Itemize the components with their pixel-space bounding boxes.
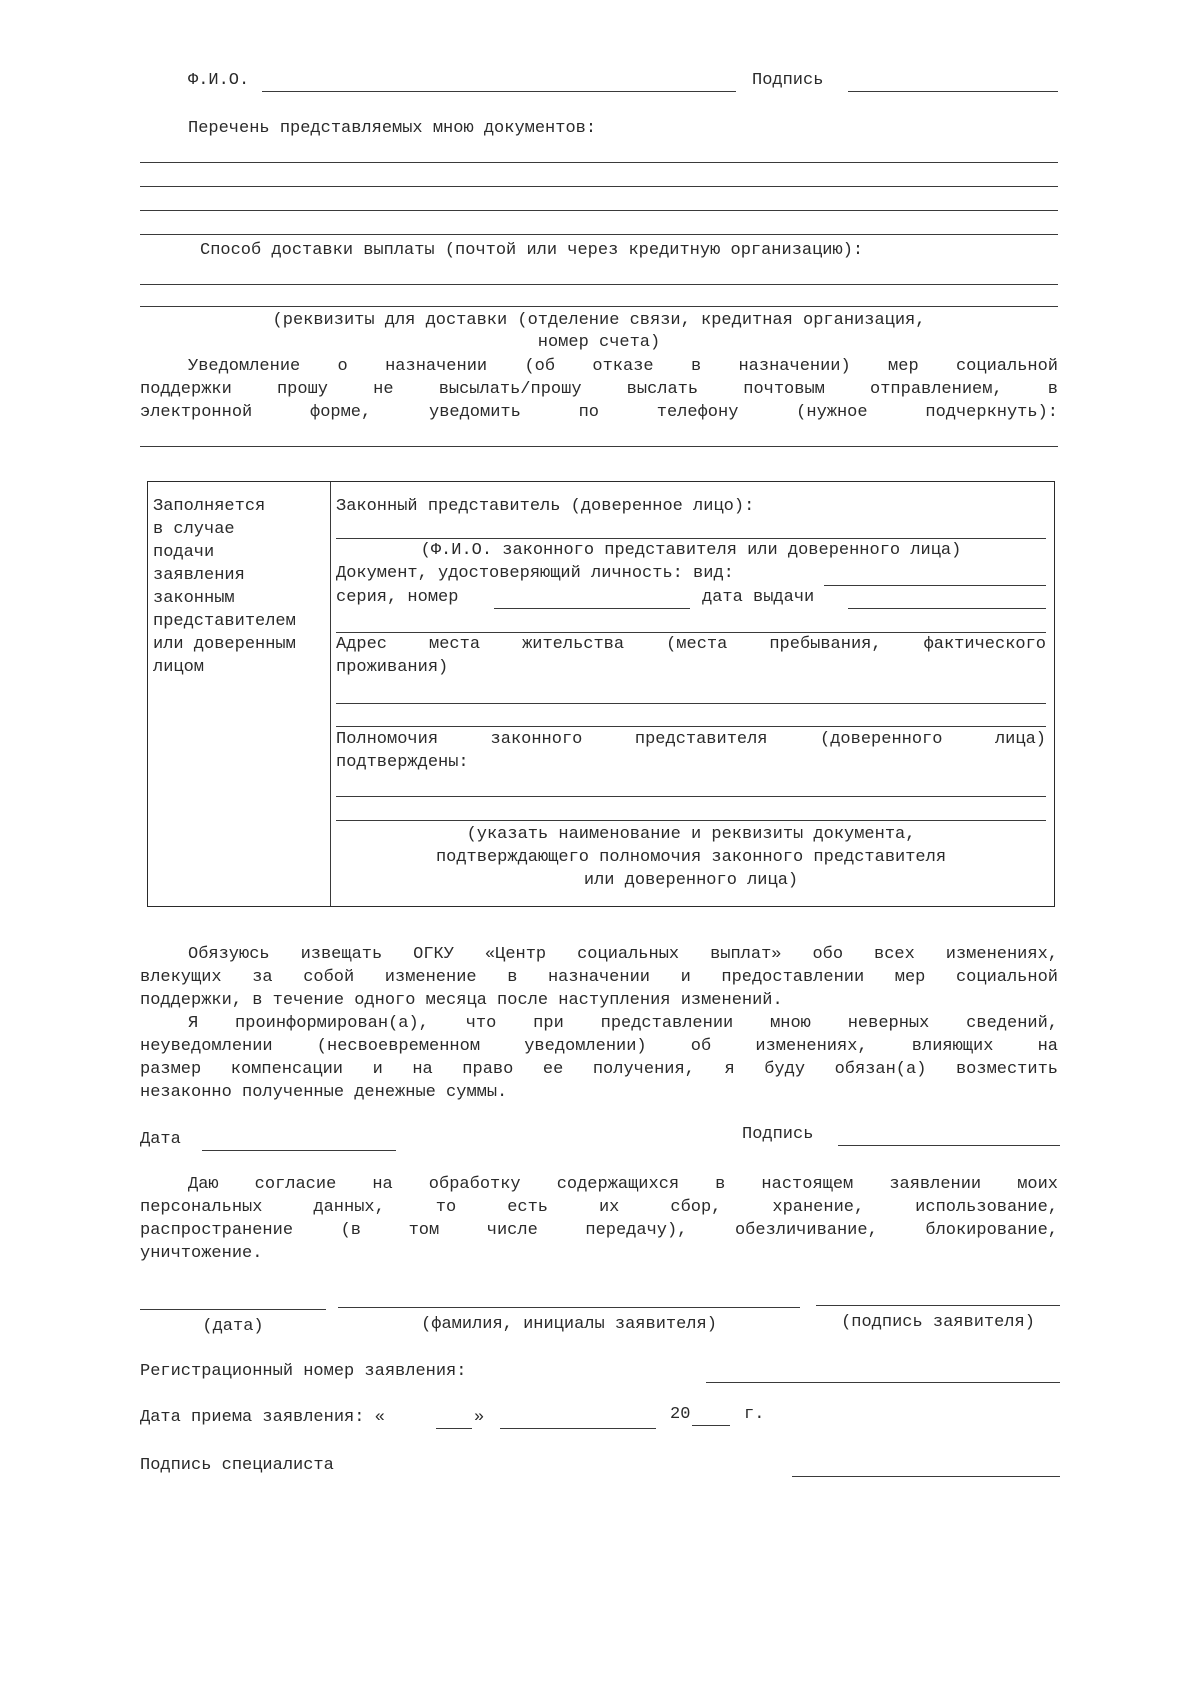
address-fill-line-1[interactable] [336,703,1046,704]
header-signature-label: Подпись [752,71,824,90]
box-left-line: подачи [153,543,215,562]
notification-line-3: электронной форме, уведомить по телефону (нужное подчеркнуть): [140,403,1058,422]
registration-number-label: Регистрационный номер заявления: [140,1362,467,1381]
obligation-line-5: неуведомлении (несвоевременном уведомлении) об изменениях, влияющих на [140,1037,1058,1056]
delivery-hint-1: (реквизиты для доставки (отделение связи, кредитная организация, [272,311,926,330]
consent-line-2: персональных данных, то есть их сбор, хранение, использование, [140,1198,1058,1217]
accept-year-prefix: 20 [670,1405,691,1424]
authority-line-2: подтверждены: [336,753,469,772]
date-label: Дата [140,1130,181,1149]
representative-label: Законный представитель (доверенное лицо): [336,497,755,516]
obligation-line-6: размер компенсации и на право ее получения, я буду обязан(а) возместить [140,1060,1058,1079]
applicant-name-line[interactable] [338,1307,800,1308]
authority-hint-3: или доверенного лица) [583,871,799,890]
documents-line-2[interactable] [140,186,1058,187]
notification-line-2: поддержки прошу не высылать/прошу выслать почтовым отправлением, в [140,380,1058,399]
authority-hint-1: (указать наименование и реквизиты документа, [466,825,916,844]
obligation-line-4: Я проинформирован(а), что при представлении мною неверных сведений, [188,1014,1058,1033]
applicant-signature-caption: (подпись заявителя) [841,1313,1035,1332]
box-left-line: заявления [153,566,245,585]
obligation-line-3: поддержки, в течение одного месяца после наступления изменений. [140,991,783,1010]
id-document-type-line[interactable] [824,585,1046,586]
date-line[interactable] [202,1150,396,1151]
address-line-2: проживания) [336,658,449,677]
documents-line-3[interactable] [140,210,1058,211]
id-document-label: Документ, удостоверяющий личность: вид: [336,564,734,583]
address-fill-line-2[interactable] [336,726,1046,727]
accept-date-close-quote: » [474,1408,485,1427]
applicant-signature-line[interactable] [816,1305,1060,1306]
documents-list-label: Перечень представляемых мною документов: [188,119,597,138]
fio-label: Ф.И.О. [188,71,250,90]
specialist-signature-line[interactable] [792,1476,1060,1477]
consent-line-1: Даю согласие на обработку содержащихся в настоящем заявлении моих [188,1175,1058,1194]
consent-line-4: уничтожение. [140,1244,263,1263]
issue-date-label: дата выдачи [702,588,815,607]
obligation-line-1: Обязуюсь извещать ОГКУ «Центр социальных выплат» обо всех изменениях, [188,945,1058,964]
representative-name-line[interactable] [336,538,1046,539]
signature-line[interactable] [838,1145,1060,1146]
obligation-line-7: незаконно полученные денежные суммы. [140,1083,508,1102]
documents-line-1[interactable] [140,162,1058,163]
accept-year-line[interactable] [692,1425,730,1426]
accept-day-line[interactable] [436,1428,472,1429]
series-number-line[interactable] [494,608,690,609]
delivery-line-1[interactable] [140,284,1058,285]
registration-number-line[interactable] [706,1382,1060,1383]
box-left-line: представителем [153,612,296,631]
box-left-line: в случае [153,520,235,539]
delivery-hint-2: номер счета) [537,333,661,352]
applicant-name-caption: (фамилия, инициалы заявителя) [421,1315,717,1334]
fio-line[interactable] [262,91,736,92]
representative-name-hint: (Ф.И.О. законного представителя или доверенного лица) [420,541,962,560]
box-left-line: Заполняется [153,497,266,516]
accept-month-line[interactable] [500,1428,656,1429]
box-left-line: лицом [153,658,205,677]
signature-label: Подпись [742,1125,814,1144]
applicant-date-caption: (дата) [202,1317,264,1336]
box-left-line: или доверенным [153,635,296,654]
issue-date-line[interactable] [848,608,1046,609]
applicant-date-line[interactable] [140,1309,326,1310]
accept-date-label: Дата приема заявления: « [140,1408,385,1427]
authority-line-1: Полномочия законного представителя (доверенного лица) [336,730,1046,749]
delivery-label: Способ доставки выплаты (почтой или через кредитную организацию): [200,241,864,260]
obligation-line-2: влекущих за собой изменение в назначении и предоставлении мер социальной [140,968,1058,987]
documents-line-4[interactable] [140,234,1058,235]
header-signature-line[interactable] [848,91,1058,92]
authority-fill-line-1[interactable] [336,796,1046,797]
box-left-line: законным [153,589,235,608]
delivery-line-2[interactable] [140,306,1058,307]
authority-hint-2: подтверждающего полномочия законного представителя [435,848,947,867]
address-line-1: Адрес места жительства (места пребывания, фактического [336,635,1046,654]
series-number-label: серия, номер [336,588,459,607]
id-document-extra-line[interactable] [336,632,1046,633]
authority-fill-line-2[interactable] [336,820,1046,821]
specialist-signature-label: Подпись специалиста [140,1456,334,1475]
consent-line-3: распространение (в том числе передачу), обезличивание, блокирование, [140,1221,1058,1240]
notification-line-1: Уведомление о назначении (об отказе в назначении) мер социальной [188,357,1058,376]
notification-line[interactable] [140,446,1058,447]
representative-box-divider [330,482,331,906]
accept-year-suffix: г. [744,1405,765,1424]
